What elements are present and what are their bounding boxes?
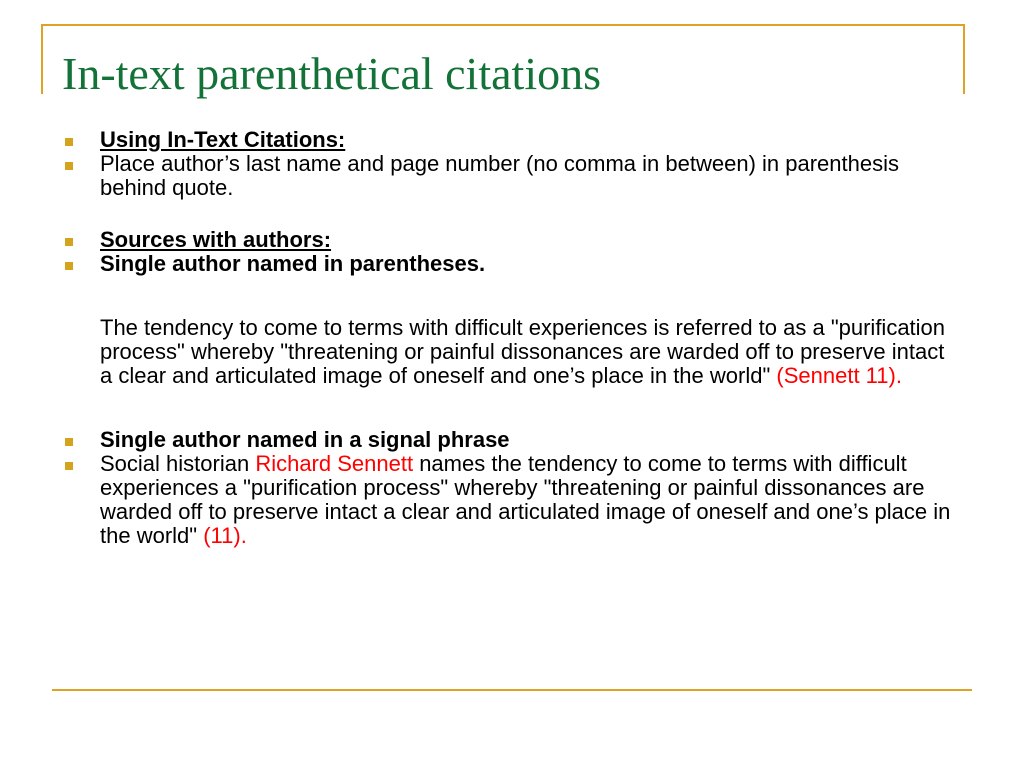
citation-sennett-11: (Sennett 11). [776,363,902,388]
spacer [0,388,1024,428]
frame-top-line [41,24,965,26]
frame-left-line [41,24,43,94]
square-bullet-icon [65,238,73,246]
square-bullet-icon [65,262,73,270]
square-bullet-icon [65,438,73,446]
heading-using-in-text-citations: Using In-Text Citations: [100,127,346,152]
spacer [0,276,1024,316]
bullet-item-place-author [0,152,960,200]
slide-title: In-text parenthetical citations [62,48,601,99]
heading-single-author-parentheses: Single author named in parentheses. [100,251,486,276]
frame-right-line [963,24,965,94]
bullet-item-using-in-text-citations [0,128,960,152]
social-historian-text-before: Social historian [100,451,256,476]
place-author-text: Place author’s last name and page number (no comma in between) in parenthesis behind quote. [100,151,899,200]
square-bullet-icon [65,162,73,170]
frame-bottom-line [52,689,972,691]
slide-body [0,128,1024,548]
square-bullet-icon [65,462,73,470]
bullet-item-social-historian [0,452,960,548]
social-historian-text-after: names the tendency to come to terms with difficult experiences a "purification process" whereby "threatening or painful dissonances are warded off to preserve intact a clear and articulated image of oneself and one’s place in the world" [100,451,951,548]
heading-signal-phrase: Single author named in a signal phrase [100,427,510,452]
square-bullet-icon [65,138,73,146]
bullet-item-single-author-parentheses [0,252,960,276]
example-paragraph-parenthetical [0,316,960,388]
author-richard-sennett: Richard Sennett [255,451,414,476]
spacer [0,200,1024,228]
bullet-item-signal-phrase [0,428,960,452]
bullet-item-sources-with-authors [0,228,960,252]
example-quote-text: The tendency to come to terms with difficult experiences is referred to as a "purification process" whereby "threatening or painful dissonances are warded off to preserve intact a clear and articulated image of oneself and one’s place in the world" [100,315,946,388]
citation-11: (11). [203,523,247,548]
heading-sources-with-authors: Sources with authors: [100,227,332,252]
